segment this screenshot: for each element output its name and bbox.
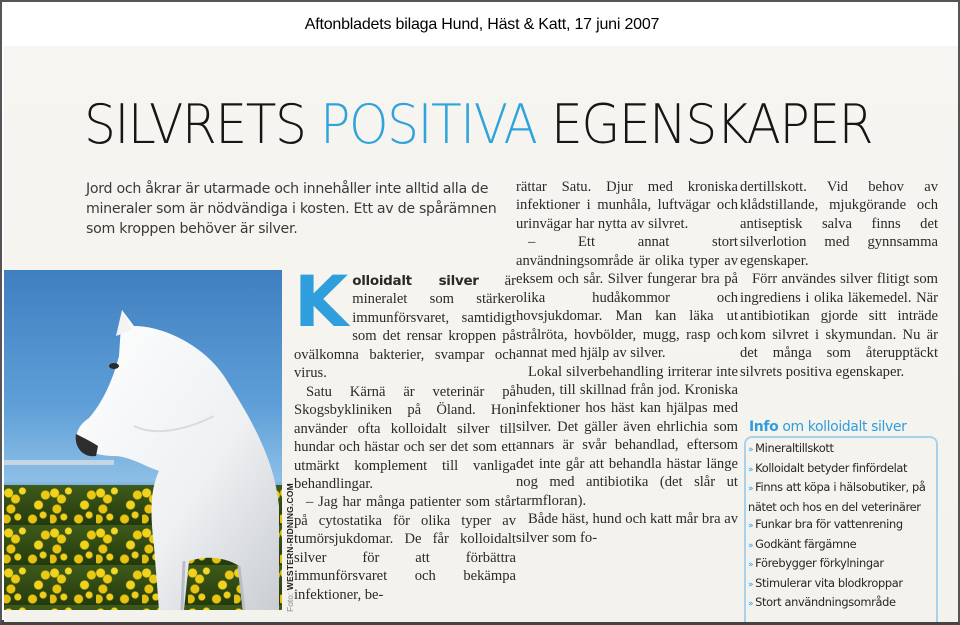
source-caption: Aftonbladets bilaga Hund, Häst & Katt, 17 juni 2007 [304,16,660,33]
info-item: » Finns att köpa i hälsobutiker, på nätet och hos en del veterinärer [748,480,926,514]
bullet-icon: » [748,599,754,609]
article-paragraph-3-cont: rättar Satu. Djur med kroniska infektioner i munhåla, luftvägar och urinvägar har nytta av silvret. [516,179,738,232]
info-box [744,436,938,622]
infobox-title-rest: om kolloidalt silver [778,419,907,435]
infobox-title-bold: Info [749,419,779,435]
info-item: » Stort användningsområde [748,595,896,609]
horse-photo [4,270,282,610]
bullet-icon: » [748,445,754,455]
article-column-3 [740,178,938,381]
info-item: » Mineraltillskott [748,441,834,455]
bullet-icon: » [748,464,754,475]
article-paragraph-7: Förr användes silver flitigt som ingrediens i olika läkemedel. När antibiotikan gjorde sitt inträde kom silvret i skymundan. Nu är det många som återupptäckt silvrets positiva egenskaper. [740,271,938,380]
headline-highlight: POSITIVA [320,93,537,156]
article-paragraph-5: Lokal silverbehandling irriterar inte huden, till skillnad från jod. Kroniska infektioner hos häst kan hjälpas med silver. Det gäller även ehrlichia som annars är svår behandlad, eftersom det inte går att behandla hästar länge nog med antibiotika (det slår ut tarmfloran). [516,363,738,509]
infobox-title [749,419,906,435]
headline-part-3: EGENSKAPER [536,93,873,156]
bullet-icon: » [748,560,754,570]
article-column-1 [294,261,516,604]
bullet-icon: » [748,579,754,590]
article-headline [84,93,884,156]
white-horse-illustration [74,306,282,610]
newspaper-page [4,46,958,622]
info-item: » Godkänt färgämne [748,536,857,551]
article-paragraph-1 [294,261,516,383]
headline-part-1: SILVRETS [84,93,321,156]
bullet-icon: » [748,484,754,494]
bullet-icon: » [748,540,754,551]
article-paragraph-2: Satu Kärnä är veterinär på Skogsbykliniken på Öland. Hon använder ofta kolloidalt silver till hundar och hästar och ser det som ett utmärkt komplement till vanliga behandlingar. [294,383,516,492]
article-paragraph-6: Både häst, hund och katt mår bra av silver som fo- [516,511,738,546]
article-paragraph-4: – Ett annat stort användningsområde är olika typer av eksem och sår. Silver fungerar bra på olika hudåkommor och hovsjukdomar. Man kan läka ut strålröta, hovbölder, mugg, rasp och annat med hjälp av silver. [516,234,738,362]
photo-credit-label: Foto: [285,592,295,612]
info-list [746,438,936,614]
info-item: » Funkar bra för vattenrening [748,517,903,531]
info-item: » Förebygger förkylningar [748,556,884,570]
article-lede: Jord och åkrar är utarmade och innehåller inte alltid alla de mineraler som är nödvändiga i kosten. Ett av de spårämnen som kroppen behöver är silver. [86,181,497,237]
photo-credit-source: WESTERN-RIDNING.COM [285,483,295,591]
article-paragraph-6-cont: dertillskott. Vid behov av klådstillande, mjukgörande och antiseptisk salva finns det silverlotion med gynnsamma egenskaper. [740,179,938,269]
article-paragraph-3: – Jag har många patienter som står på cytostatika för olika typer av tumörsjukdomar. De får kolloidalt silver för att förbättra immunförsvaret och bekämpa infektioner, be- [294,494,516,603]
info-item: » Kolloidalt betyder finfördelat [748,460,908,475]
lead-bold-text: olloidalt silver [352,273,479,289]
paragraph-1-text: är mineralet som stärker immunförsvaret, samtidigt som det rensar kroppen på ovälkomna bakterier, svampar och virus. [294,273,516,382]
info-item: » Stimulerar vita blodkroppar [748,575,903,590]
bullet-icon: » [748,521,754,531]
article-column-2 [516,178,738,547]
drop-cap: K [294,261,347,343]
